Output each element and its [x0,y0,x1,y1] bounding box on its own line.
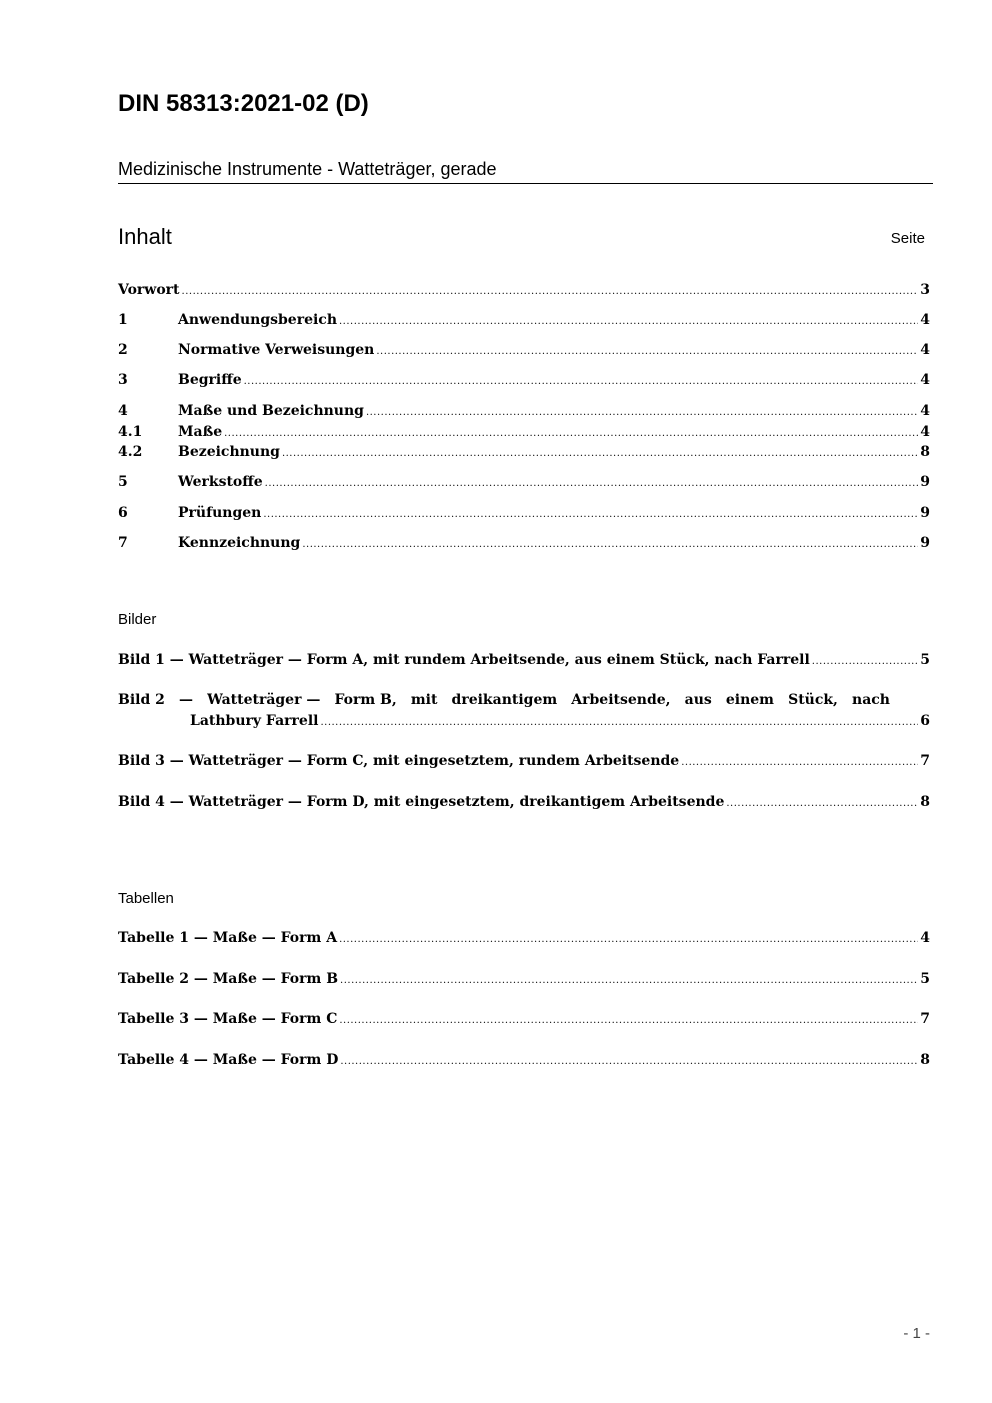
word: Arbeitsende, [571,692,671,708]
toc-entry-page: 4 [920,342,930,358]
leader-dots [282,445,918,463]
toc-entry-page: 8 [920,444,930,460]
toc-entry-page: 4 [920,312,930,328]
table-entry-page: 8 [920,1052,930,1068]
leader-dots [681,754,918,772]
toc-heading: Inhalt [118,224,172,249]
figure-entry-label-cont: Lathbury Farrell [190,713,319,729]
title-divider [118,183,933,184]
tables-heading: Tabellen [118,890,174,907]
figure-entry-page: 7 [920,753,930,769]
word: nach [852,692,890,708]
leader-dots [340,972,918,990]
leader-dots [263,506,918,524]
toc-entry-number: 4.2 [118,444,143,460]
figure-entry-page: 6 [920,713,930,729]
toc-entry-label: Vorwort [118,282,180,298]
figure-entry-label-line1 [118,690,890,711]
word: aus [684,692,712,708]
figure-entry-label: Bild 1 — Watteträger — Form A, mit rundem Arbeitsende, aus einem Stück, nach Farrell [118,652,810,668]
toc-entry-number: 3 [118,372,128,388]
toc-entry-4-1[interactable] [118,423,930,443]
toc-entry-6[interactable] [118,504,930,524]
document-title: Medizinische Instrumente - Watteträger, gerade [118,159,497,179]
toc-entry-number: 1 [118,312,128,328]
table-entry-1[interactable] [118,929,930,949]
toc-entry-label: Begriffe [178,372,242,388]
figure-entry-page: 5 [920,652,930,668]
toc-entry-page: 9 [920,535,930,551]
figure-entry-label: Bild 4 — Watteträger — Form D, mit eingesetztem, dreikantigem Arbeitsende [118,794,725,810]
leader-dots [726,795,918,813]
figure-entry-4[interactable] [118,793,930,813]
figure-entry-1[interactable] [118,651,930,671]
toc-entry-vorwort[interactable] [118,281,930,301]
figure-entry-page: 8 [920,794,930,810]
toc-entry-page: 4 [920,372,930,388]
word: Form B, [334,692,397,708]
word: dreikantigem [451,692,558,708]
toc-entry-label: Maße [178,424,223,440]
table-entry-label: Tabelle 3 — Maße — Form C [118,1011,338,1027]
toc-entry-2[interactable] [118,341,930,361]
document-number: DIN 58313:2021-02 (D) [118,90,369,117]
toc-entry-page: 9 [920,474,930,490]
word: einem [725,692,774,708]
word: Bild 2 [118,692,165,708]
word: mit [410,692,438,708]
table-entry-3[interactable] [118,1010,930,1030]
word: — [178,692,193,708]
toc-entry-page: 4 [920,424,930,440]
leader-dots [320,712,918,733]
word: Watteträger — [207,692,321,708]
toc-entry-number: 5 [118,474,128,490]
leader-dots [339,313,918,331]
toc-entry-3[interactable] [118,371,930,391]
toc-entry-number: 6 [118,505,128,521]
toc-entry-label: Bezeichnung [178,444,280,460]
toc-entry-5[interactable] [118,473,930,493]
table-entry-4[interactable] [118,1051,930,1071]
leader-dots [182,283,919,301]
word: Stück, [788,692,838,708]
figure-entry-label-line2 [118,711,930,733]
toc-entry-1[interactable] [118,311,930,331]
toc-entry-label: Prüfungen [178,505,262,521]
figure-entry-label: Bild 3 — Watteträger — Form C, mit eingesetztem, rundem Arbeitsende [118,753,680,769]
toc-entry-number: 4 [118,403,128,419]
toc-entry-page: 3 [920,282,930,298]
table-entry-page: 5 [920,971,930,987]
toc-entry-label: Maße und Bezeichnung [178,403,364,419]
toc-entry-4[interactable] [118,402,930,422]
leader-dots [244,373,919,391]
table-entry-page: 4 [920,930,930,946]
leader-dots [376,343,918,361]
toc-entry-label: Normative Verweisungen [178,342,375,358]
leader-dots [302,536,918,554]
toc-entry-number: 2 [118,342,128,358]
toc-entry-7[interactable] [118,534,930,554]
page-number: - 1 - [903,1325,930,1342]
leader-dots [339,1012,918,1030]
toc-entry-label: Werkstoffe [178,474,263,490]
leader-dots [265,475,919,493]
leader-dots [339,931,918,949]
toc-entry-4-2[interactable] [118,443,930,463]
table-entry-2[interactable] [118,970,930,990]
toc-entry-number: 4.1 [118,424,143,440]
toc-entry-page: 9 [920,505,930,521]
page-column-label: Seite [890,230,925,247]
figures-heading: Bilder [118,611,157,628]
table-entry-page: 7 [920,1011,930,1027]
toc-entry-number: 7 [118,535,128,551]
leader-dots [812,653,918,671]
toc-entry-page: 4 [920,403,930,419]
table-entry-label: Tabelle 2 — Maße — Form B [118,971,339,987]
table-entry-label: Tabelle 1 — Maße — Form A [118,930,338,946]
table-entry-label: Tabelle 4 — Maße — Form D [118,1052,339,1068]
figure-entry-3[interactable] [118,752,930,772]
leader-dots [340,1053,918,1071]
figure-entry-2[interactable] [118,690,930,733]
toc-entry-label: Kennzeichnung [178,535,301,551]
leader-dots [224,425,918,443]
toc-entry-label: Anwendungsbereich [178,312,337,328]
leader-dots [366,404,918,422]
